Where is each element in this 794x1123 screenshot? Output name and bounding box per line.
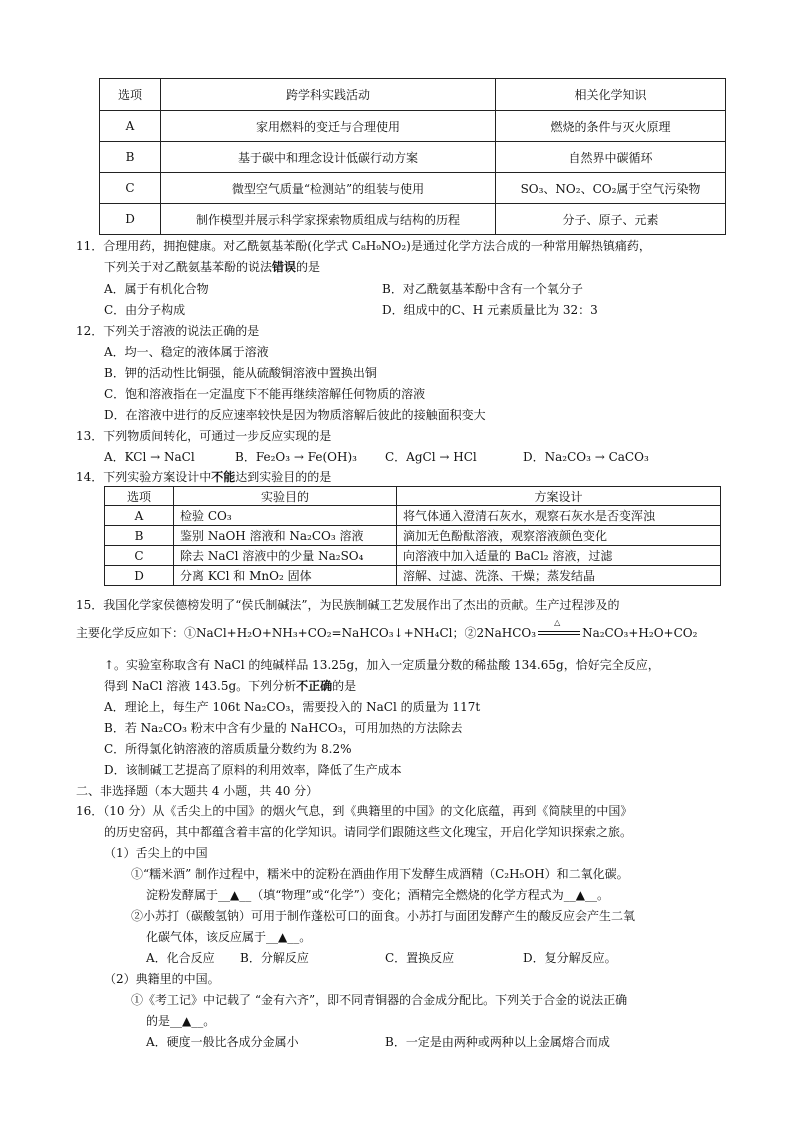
- subpart-1-2-blank: 化碳气体，该反应属于__▲__。: [146, 930, 312, 944]
- stem-text: 达到实验目的的是: [235, 470, 332, 484]
- option-c: C．由分子构成: [104, 303, 186, 317]
- option-c: C．饱和溶液指在一定温度下不能再继续溶解任何物质的溶液: [104, 387, 426, 401]
- table-header: 跨学科实践活动: [161, 79, 496, 111]
- subpart-1-2: ②小苏打（碳酸氢钠）可用于制作蓬松可口的面食。小苏打与面团发酵产生的酸反应会产生二氧: [131, 909, 636, 923]
- option-a: A．化合反应: [146, 951, 215, 965]
- experiment-table: [104, 486, 721, 586]
- stem-text: 的是: [332, 679, 357, 693]
- table-cell: 向溶液中加入适量的 BaCl₂ 溶液，过滤: [397, 546, 721, 566]
- delta-symbol: △: [554, 618, 561, 627]
- table-header: 实验目的: [174, 487, 397, 506]
- subpart-2-1: ①《考工记》中记载了 “金有六齐”，即不同青铜器的合金成分配比。下列关于合金的说法正确: [131, 993, 628, 1007]
- stem-text: 14．下列实验方案设计中: [76, 470, 212, 484]
- table-cell: 自然界中碳循环: [496, 142, 726, 173]
- question-15-reaction-line: [76, 618, 698, 641]
- option-d: D．该制碱工艺提高了原料的利用效率，降低了生产成本: [104, 763, 402, 777]
- reaction-text: Na₂CO₃+H₂O+CO₂: [582, 626, 698, 640]
- subpart-2-1-blank: 的是__▲__。: [146, 1014, 216, 1028]
- question-13-stem: 13．下列物质间转化，可通过一步反应实现的是: [76, 429, 332, 443]
- table-cell: 溶解、过滤、洗涤、干燥；蒸发结晶: [397, 566, 721, 586]
- question-15-line4: [104, 678, 356, 694]
- table-cell: 分离 KCl 和 MnO₂ 固体: [174, 566, 397, 586]
- table-cell: B: [100, 142, 161, 173]
- option-d: D．在溶液中进行的反应速率较快是因为物质溶解后彼此的接触面积变大: [104, 408, 486, 422]
- table-header: 选项: [100, 79, 161, 111]
- table-cell: C: [100, 173, 161, 204]
- table-cell: A: [105, 506, 174, 526]
- option-d: D．复分解反应。: [523, 951, 617, 965]
- stem-text: 下列关于对乙酰氨基苯酚的说法: [104, 260, 273, 274]
- option-b: B．若 Na₂CO₃ 粉末中含有少量的 NaHCO₃，可用加热的方法除去: [104, 721, 463, 735]
- question-16-stem-line2: 的历史窑码，其中都蕴含着丰富的化学知识。请同学们跟随这些文化瑰宝，开启化学知识探索之旅。: [104, 825, 633, 839]
- table-cell: 微型空气质量“检测站”的组装与使用: [161, 173, 496, 204]
- activity-table: [99, 78, 726, 235]
- table-row: [105, 546, 721, 566]
- option-b: B．分解反应: [240, 951, 309, 965]
- subpart-1-1-blanks: 淀粉发酵属于__▲__（填“物理”或“化学”）变化；酒精完全燃烧的化学方程式为__▲__。: [146, 888, 609, 902]
- stem-text: 得到 NaCl 溶液 143.5g。下列分析: [104, 679, 297, 693]
- table-cell: 检验 CO₃: [174, 506, 397, 526]
- table-row: [100, 111, 726, 142]
- subpart-2-title: （2）典籍里的中国。: [104, 972, 220, 986]
- option-a: A．KCl → NaCl: [104, 450, 195, 464]
- table-cell: C: [105, 546, 174, 566]
- option-b: B．对乙酰氨基苯酚中含有一个氧分子: [382, 282, 583, 296]
- question-12-stem: 12．下列关于溶液的说法正确的是: [76, 324, 260, 338]
- table-row: [100, 204, 726, 235]
- table-header: 相关化学知识: [496, 79, 726, 111]
- option-a: A．硬度一般比各成分金属小: [146, 1035, 299, 1049]
- table-header-row: [100, 79, 726, 111]
- option-d: D．组成中的C、H 元素质量比为 32：3: [382, 303, 598, 317]
- option-a: A．均一、稳定的液体属于溶液: [104, 345, 269, 359]
- question-15-line3: ↑。实验室称取含有 NaCl 的纯碱样品 13.25g，加入一定质量分数的稀盐酸 134.65g，恰好完全反应，: [104, 658, 660, 672]
- table-cell: D: [105, 566, 174, 586]
- option-b: B．一定是由两种或两种以上金属熔合而成: [385, 1035, 610, 1049]
- subpart-1-1: ①“糯米酒” 制作过程中，糯米中的淀粉在酒曲作用下发酵生成酒精（C₂H₅OH）和二氧化碳。: [131, 867, 629, 881]
- option-a: A．理论上，每生产 106t Na₂CO₃，需要投入的 NaCl 的质量为 117t: [104, 700, 481, 714]
- table-row: [105, 566, 721, 586]
- stem-emphasis: 不能: [211, 470, 236, 484]
- stem-text: 的是: [296, 260, 321, 274]
- table-row: [105, 526, 721, 546]
- question-15-stem: 15．我国化学家侯德榜发明了“侯氏制碱法”，为民族制碱工艺发展作出了杰出的贡献。生产过程涉及的: [76, 598, 620, 612]
- stem-emphasis: 错误: [272, 260, 297, 274]
- subpart-1-title: （1）舌尖上的中国: [104, 846, 208, 860]
- table-cell: SO₃、NO₂、CO₂属于空气污染物: [496, 173, 726, 204]
- section-heading: 二、非选择题（本大题共 4 小题，共 40 分）: [76, 784, 319, 798]
- option-c: C．置换反应: [385, 951, 455, 965]
- table-cell: 基于碳中和理念设计低碳行动方案: [161, 142, 496, 173]
- option-b: B．钾的活动性比铜强，能从硫酸铜溶液中置换出铜: [104, 366, 377, 380]
- option-d: D．Na₂CO₃ → CaCO₃: [523, 450, 649, 464]
- table-cell: 将气体通入澄清石灰水，观察石灰水是否变浑浊: [397, 506, 721, 526]
- question-14-stem: [76, 469, 331, 485]
- table-row: [100, 142, 726, 173]
- heating-arrow: [536, 618, 582, 641]
- table-cell: 除去 NaCl 溶液中的少量 Na₂SO₄: [174, 546, 397, 566]
- table-cell: 燃烧的条件与灭火原理: [496, 111, 726, 142]
- table-header-row: [105, 487, 721, 506]
- table-cell: 分子、原子、元素: [496, 204, 726, 235]
- table-header: 方案设计: [397, 487, 721, 506]
- question-11-stem-line2: [104, 259, 320, 275]
- reaction-text: 主要化学反应如下：①NaCl+H₂O+NH₃+CO₂=NaHCO₃↓+NH₄Cl；②2NaHCO₃: [76, 626, 537, 640]
- table-cell: 鉴别 NaOH 溶液和 Na₂CO₃ 溶液: [174, 526, 397, 546]
- table-row: [105, 506, 721, 526]
- question-16-stem: 16．（10 分）从《舌尖上的中国》的烟火气息，到《典籍里的中国》的文化底蕴，再到《简牍里的中国》: [76, 804, 633, 818]
- table-row: [100, 173, 726, 204]
- table-cell: A: [100, 111, 161, 142]
- stem-emphasis: 不正确: [296, 679, 333, 693]
- table-cell: 制作模型并展示科学家探索物质组成与结构的历程: [161, 204, 496, 235]
- option-c: C．AgCl → HCl: [385, 450, 477, 464]
- table-cell: 家用燃料的变迁与合理使用: [161, 111, 496, 142]
- question-11-stem: 11．合理用药，拥抱健康。对乙酰氨基苯酚(化学式 C₈H₉NO₂)是通过化学方法合成的一种常用解热镇痛药，: [76, 239, 651, 253]
- table-header: 选项: [105, 487, 174, 506]
- option-b: B．Fe₂O₃ → Fe(OH)₃: [235, 450, 357, 464]
- option-c: C．所得氯化钠溶液的溶质质量分数约为 8.2%: [104, 742, 352, 756]
- table-cell: B: [105, 526, 174, 546]
- table-cell: 滴加无色酚酞溶液，观察溶液颜色变化: [397, 526, 721, 546]
- table-cell: D: [100, 204, 161, 235]
- option-a: A．属于有机化合物: [104, 282, 209, 296]
